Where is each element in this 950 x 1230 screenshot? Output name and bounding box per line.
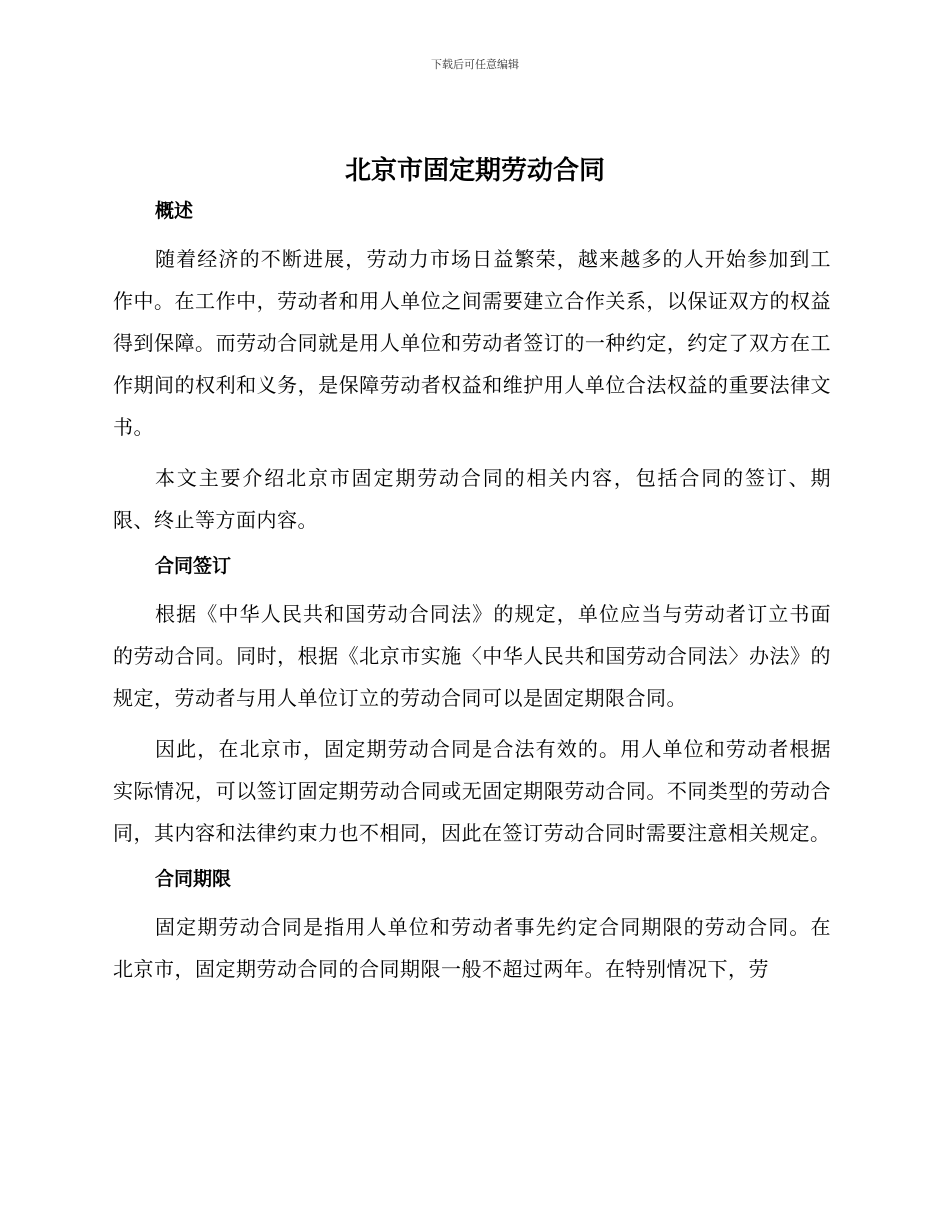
section-contract-signing xyxy=(113,551,831,854)
paragraph: 本文主要介绍北京市固定期劳动合同的相关内容，包括合同的签订、期限、终止等方面内容。 xyxy=(113,466,831,532)
section-contract-term xyxy=(113,864,831,990)
section-heading: 概述 xyxy=(155,200,194,222)
section-overview xyxy=(113,196,831,541)
paragraph: 固定期劳动合同是指用人单位和劳动者事先约定合同期限的劳动合同。在北京市，固定期劳动合同的合同期限一般不超过两年。在特别情况下，劳 xyxy=(113,915,831,981)
paragraph: 根据《中华人民共和国劳动合同法》的规定，单位应当与劳动者订立书面的劳动合同。同时，根据《北京市实施〈中华人民共和国劳动合同法〉办法》的规定，劳动者与用人单位订立的劳动合同可以是固定期限合同。 xyxy=(113,602,831,710)
section-heading: 合同期限 xyxy=(155,868,232,890)
document-title: 北京市固定期劳动合同 xyxy=(344,156,605,186)
page-header-note: 下载后可任意编辑 xyxy=(431,58,519,71)
paragraph: 因此，在北京市，固定期劳动合同是合法有效的。用人单位和劳动者根据实际情况，可以签订固定期劳动合同或无固定期限劳动合同。不同类型的劳动合同，其内容和法律约束力也不相同，因此在签订劳动合同时需要注意相关规定。 xyxy=(113,737,831,845)
section-heading: 合同签订 xyxy=(155,555,232,577)
document-body xyxy=(113,196,831,999)
paragraph: 随着经济的不断进展，劳动力市场日益繁荣，越来越多的人开始参加到工作中。在工作中，劳动者和用人单位之间需要建立合作关系，以保证双方的权益得到保障。而劳动合同就是用人单位和劳动者签订的一种约定，约定了双方在工作期间的权利和义务，是保障劳动者权益和维护用人单位合法权益的重要法律文书。 xyxy=(113,247,831,439)
